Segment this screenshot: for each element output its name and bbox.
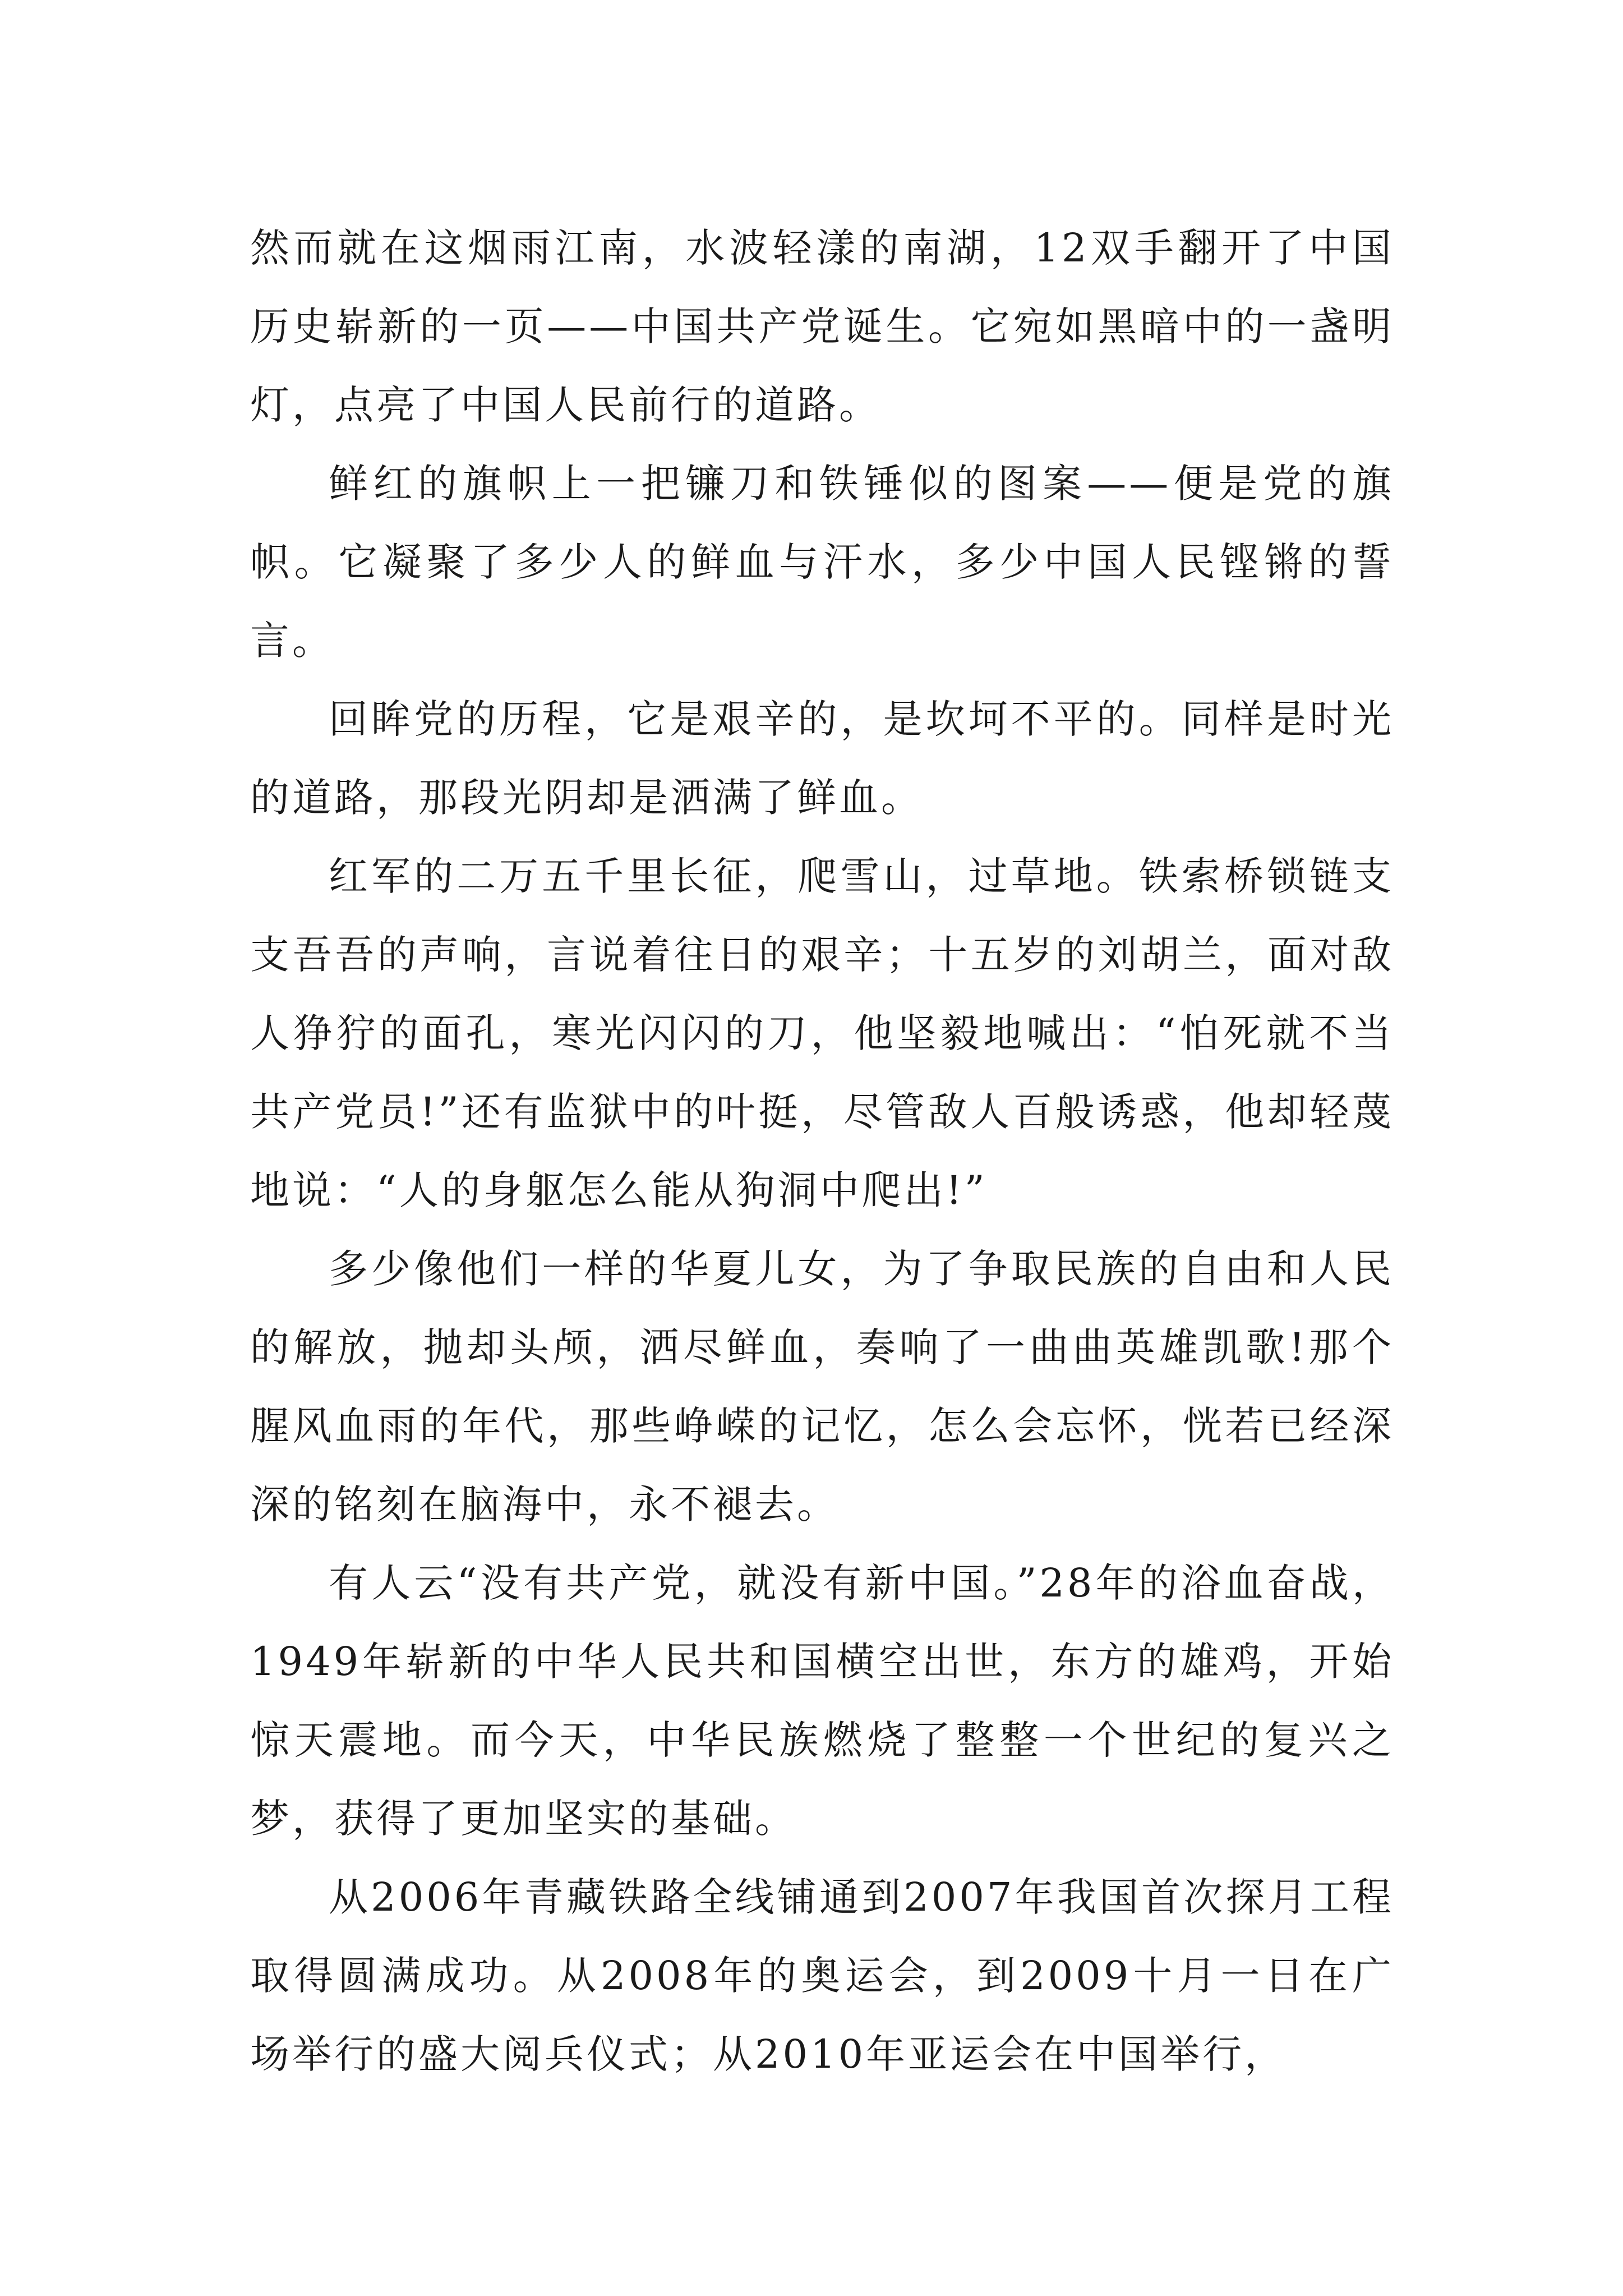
paragraph-5: 多少像他们一样的华夏儿女，为了争取民族的自由和人民的解放，抛却头颅，洒尽鲜血，奏响了一曲曲英雄凯歌!那个腥风血雨的年代，那些峥嵘的记忆，怎么会忘怀，恍若已经深深的铭刻在脑海中，永不褪去。 — [250, 1246, 1394, 1527]
paragraph-7: 从2006年青藏铁路全线铺通到2007年我国首次探月工程取得圆满成功。从2008年的奥运会，到2009十月一日在广场举行的盛大阅兵仪式；从2010年亚运会在中国举行， — [250, 1874, 1394, 2077]
paragraph-2: 鲜红的旗帜上一把镰刀和铁锤似的图案——便是党的旗帜。它凝聚了多少人的鲜血与汗水，多少中国人民铿锵的誓言。 — [250, 461, 1394, 664]
document-body — [250, 209, 1394, 2093]
paragraph-3: 回眸党的历程，它是艰辛的，是坎坷不平的。同样是时光的道路，那段光阴却是洒满了鲜血。 — [250, 696, 1394, 821]
paragraph-1: 然而就在这烟雨江南，水波轻漾的南湖，12双手翻开了中国历史崭新的一页——中国共产党诞生。它宛如黑暗中的一盏明灯，点亮了中国人民前行的道路。 — [250, 225, 1394, 428]
paragraph-4: 红军的二万五千里长征，爬雪山，过草地。铁索桥锁链支支吾吾的声响，言说着往日的艰辛；十五岁的刘胡兰，面对敌人狰狞的面孔，寒光闪闪的刀，他坚毅地喊出：“怕死就不当共产党员!”还有监狱中的叶挺，尽管敌人百般诱惑，他却轻蔑地说：“人的身躯怎么能从狗洞中爬出!” — [250, 853, 1394, 1213]
paragraph-6: 有人云“没有共产党，就没有新中国。”28年的浴血奋战，1949年崭新的中华人民共和国横空出世，东方的雄鸡，开始惊天震地。而今天，中华民族燃烧了整整一个世纪的复兴之梦，获得了更加坚实的基础。 — [250, 1560, 1394, 1842]
